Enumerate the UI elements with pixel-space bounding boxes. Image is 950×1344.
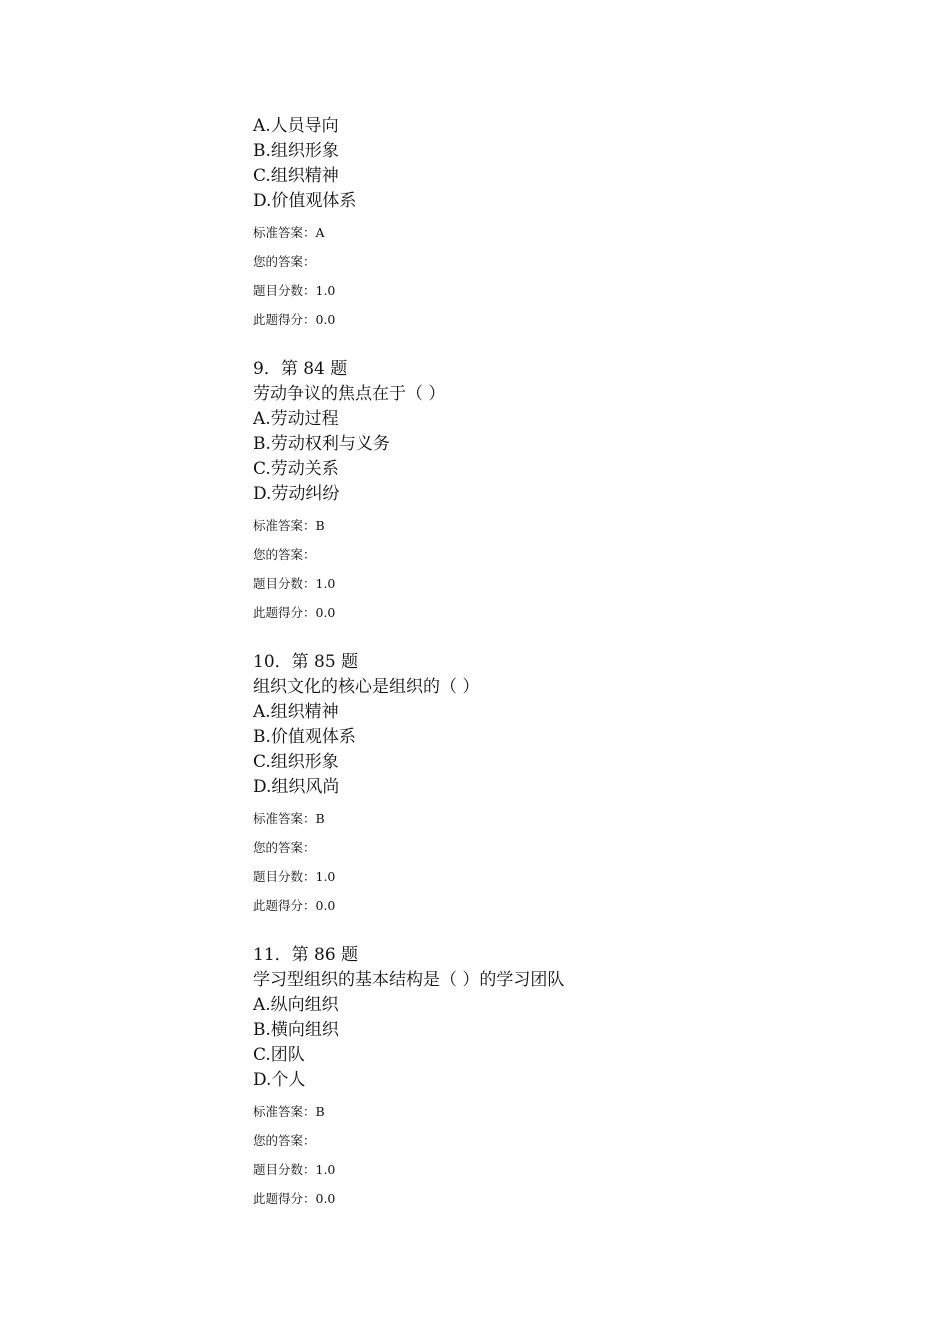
question-block [253,650,853,920]
option-b: B.劳动权利与义务 [253,434,390,454]
question-header: 11．第 86 题 [253,945,359,965]
your-answer: 您的答案： [253,547,316,562]
your-answer: 您的答案： [253,1133,316,1148]
standard-answer: 标准答案：B [253,518,325,533]
option-c: C.团队 [253,1045,305,1065]
question-block [253,357,853,627]
standard-answer: 标准答案：A [253,225,325,240]
question-score: 题目分数：1.0 [253,283,336,298]
earned-score: 此题得分：0.0 [253,1191,336,1206]
question-stem: 组织文化的核心是组织的（ ） [253,677,480,697]
your-answer: 您的答案： [253,840,316,855]
question-block [253,943,853,1213]
question-score: 题目分数：1.0 [253,869,336,884]
option-b: B.价值观体系 [253,727,356,747]
option-d: D.个人 [253,1070,306,1090]
option-d: D.劳动纠纷 [253,484,340,504]
question-block [253,114,853,334]
question-header: 9．第 84 题 [253,359,348,379]
earned-score: 此题得分：0.0 [253,312,336,327]
standard-answer: 标准答案：B [253,811,325,826]
option-d: D.价值观体系 [253,191,357,211]
option-a: A.组织精神 [253,702,339,722]
earned-score: 此题得分：0.0 [253,898,336,913]
question-score: 题目分数：1.0 [253,576,336,591]
your-answer: 您的答案： [253,254,316,269]
option-c: C.劳动关系 [253,459,339,479]
question-score: 题目分数：1.0 [253,1162,336,1177]
option-b: B.组织形象 [253,141,339,161]
option-b: B.横向组织 [253,1020,339,1040]
question-stem: 劳动争议的焦点在于（ ） [253,384,446,404]
option-d: D.组织风尚 [253,777,340,797]
question-stem: 学习型组织的基本结构是（ ）的学习团队 [253,970,565,990]
option-a: A.纵向组织 [253,995,339,1015]
option-c: C.组织精神 [253,166,339,186]
earned-score: 此题得分：0.0 [253,605,336,620]
question-header: 10．第 85 题 [253,652,359,672]
option-a: A.人员导向 [253,116,339,136]
standard-answer: 标准答案：B [253,1104,325,1119]
option-c: C.组织形象 [253,752,339,772]
option-a: A.劳动过程 [253,409,339,429]
